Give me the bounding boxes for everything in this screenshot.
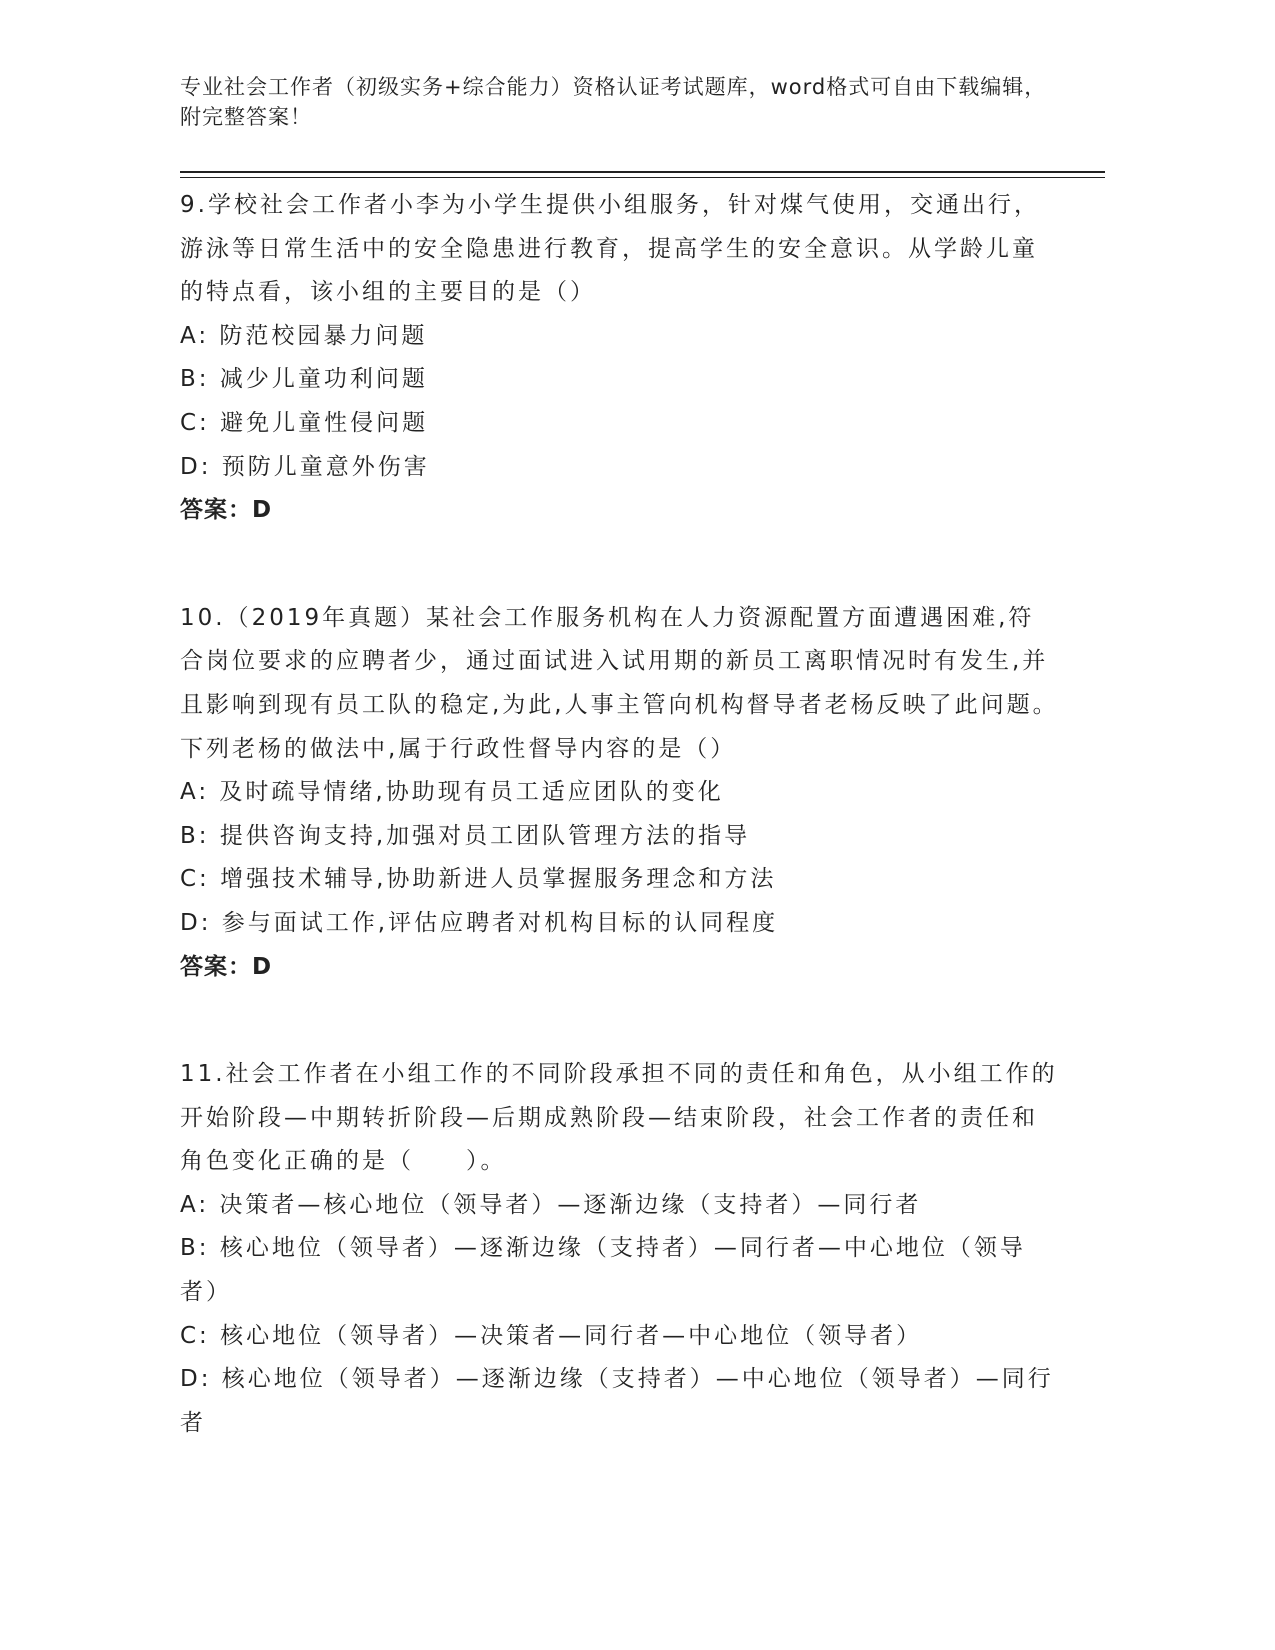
option-c: C: 增强技术辅导,协助新进人员掌握服务理念和方法 — [180, 866, 777, 893]
question-list — [180, 184, 1060, 1509]
question-10 — [180, 597, 1060, 989]
question-11 — [180, 1053, 1060, 1445]
document-header: 专业社会工作者（初级实务+综合能力）资格认证考试题库，word格式可自由下载编辑，附完整答案！ — [180, 75, 1047, 129]
question-stem: 9.学校社会工作者小李为小学生提供小组服务，针对煤气使用，交通出行，游泳等日常生活中的安全隐患进行教育，提高学生的安全意识。从学龄儿童的特点看，该小组的主要目的是（） — [180, 192, 1040, 306]
answer-label: 答案：D — [180, 953, 273, 980]
option-a: A: 防范校园暴力问题 — [180, 322, 428, 349]
option-b: B: 减少儿童功利问题 — [180, 366, 428, 393]
option-d: D: 参与面试工作,评估应聘者对机构目标的认同程度 — [180, 909, 779, 936]
answer-label: 答案：D — [180, 497, 273, 524]
option-d: D: 核心地位（领导者）—逐渐边缘（支持者）—中心地位（领导者）—同行者 — [180, 1366, 1054, 1436]
option-a: A: 决策者—核心地位（领导者）—逐渐边缘（支持者）—同行者 — [180, 1191, 922, 1218]
option-a: A: 及时疏导情绪,协助现有员工适应团队的变化 — [180, 779, 724, 806]
question-9 — [180, 184, 1060, 533]
header-divider-thick — [180, 171, 1105, 173]
header-divider-thin — [180, 177, 1105, 178]
option-c: C: 避免儿童性侵问题 — [180, 409, 429, 436]
question-stem: 11.社会工作者在小组工作的不同阶段承担不同的责任和角色，从小组工作的开始阶段—中期转折阶段—后期成熟阶段—结束阶段，社会工作者的责任和角色变化正确的是（ ）。 — [180, 1061, 1058, 1175]
option-b: B: 核心地位（领导者）—逐渐边缘（支持者）—同行者—中心地位（领导者） — [180, 1235, 1026, 1306]
option-d: D: 预防儿童意外伤害 — [180, 453, 430, 480]
option-b: B: 提供咨询支持,加强对员工团队管理方法的指导 — [180, 822, 751, 849]
question-stem: 10.（2019年真题）某社会工作服务机构在人力资源配置方面遭遇困难,符合岗位要求的应聘者少，通过面试进入试用期的新员工离职情况时有发生,并且影响到现有员工队的稳定,为此,人事主管向机构督导者老杨反映了此问题。下列老杨的做法中,属于行政性督导内容的是（） — [180, 604, 1059, 762]
option-c: C: 核心地位（领导者）—决策者—同行者—中心地位（领导者） — [180, 1322, 923, 1349]
